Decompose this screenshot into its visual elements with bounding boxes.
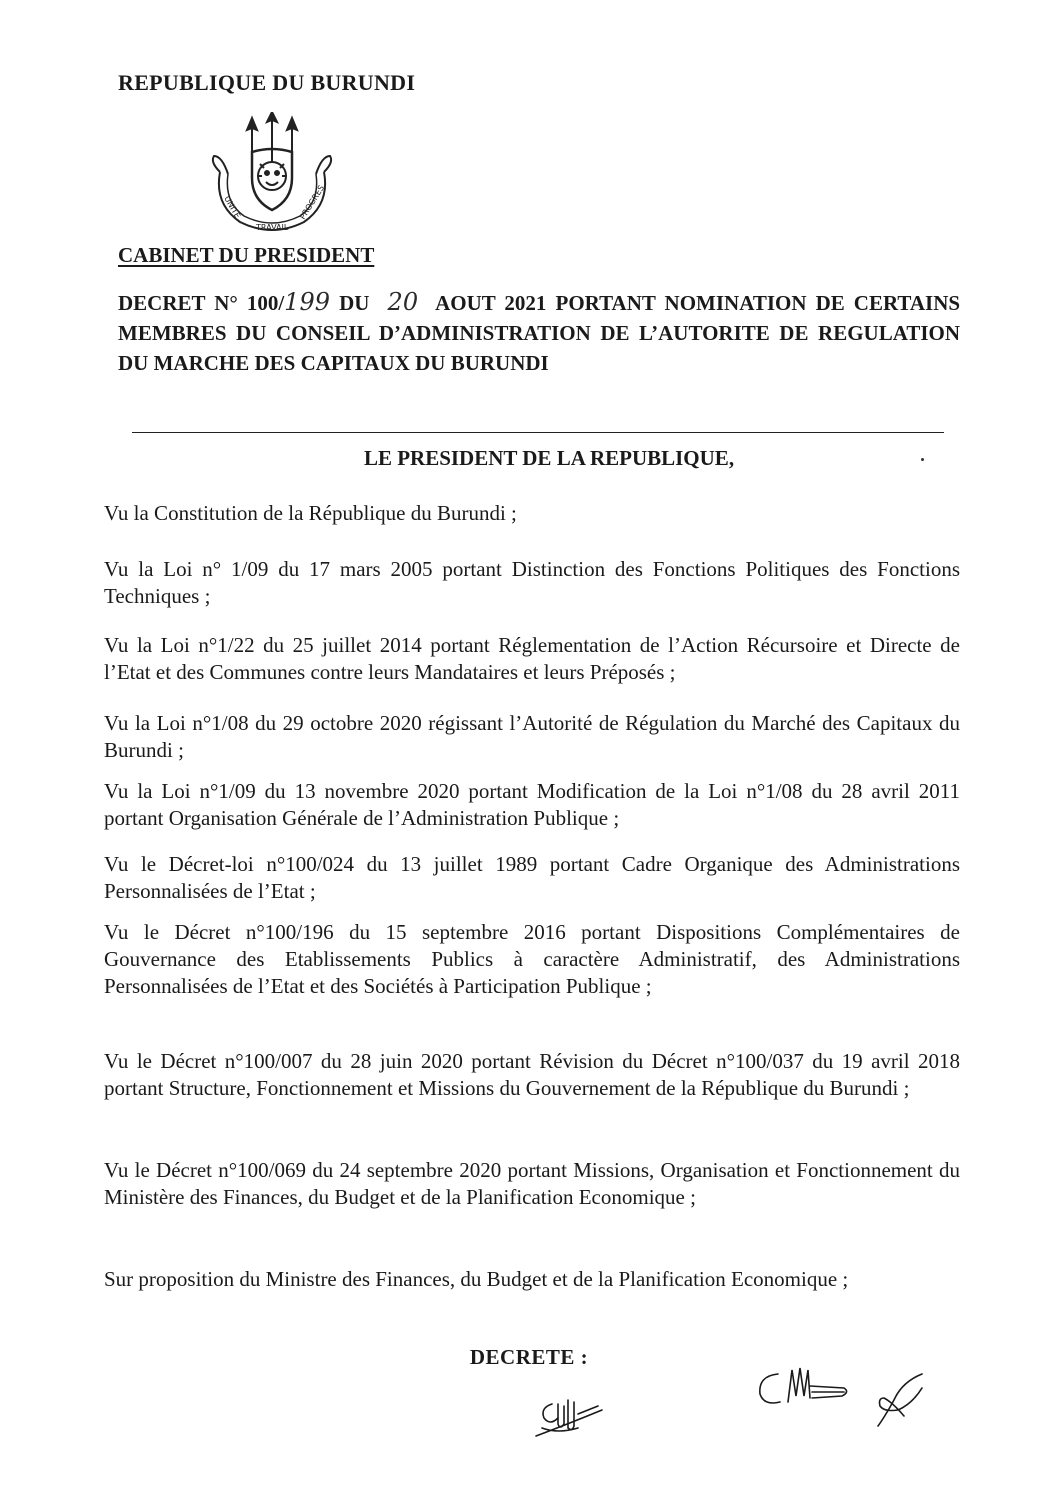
consideration-3: Vu la Loi n°1/22 du 25 juillet 2014 portant Réglementation de l’Action Récursoire et Directe de l’Etat et des Communes contre leurs Mandataires et leurs Préposés ; [104, 633, 960, 684]
consideration-6: Vu le Décret-loi n°100/024 du 13 juillet 1989 portant Cadre Organique des Administrations Personnalisées de l’Etat ; [104, 852, 960, 903]
title-divider [132, 432, 944, 433]
decree-number-handwritten: 199 [284, 288, 330, 316]
country-heading: REPUBLIQUE DU BURUNDI [118, 70, 416, 95]
scan-speck [921, 458, 924, 461]
paraph-signature-icon [752, 1362, 932, 1432]
authority-heading: LE PRESIDENT DE LA REPUBLIQUE, [363, 446, 735, 470]
consideration-4: Vu la Loi n°1/08 du 29 octobre 2020 régissant l’Autorité de Régulation du Marché des Capitaux du Burundi ; [104, 711, 960, 762]
svg-text:PROGRES: PROGRES [298, 183, 327, 222]
consideration-8: Vu le Décret n°100/007 du 28 juin 2020 portant Révision du Décret n°100/037 du 19 avril 2018 portant Structure, Fonctionnement et Missions du Gouvernement de la République du Burundi ; [104, 1049, 960, 1100]
decrete-heading: DECRETE : [469, 1345, 589, 1369]
consideration-2: Vu la Loi n° 1/09 du 17 mars 2005 portant Distinction des Fonctions Politiques des Fonctions Techniques ; [104, 557, 960, 608]
consideration-1: Vu la Constitution de la République du Burundi ; [104, 501, 517, 525]
initial-signature-icon [528, 1384, 608, 1444]
decree-title [118, 287, 960, 378]
svg-text:TRAVAIL: TRAVAIL [256, 223, 289, 232]
burundi-coat-of-arms-icon [200, 112, 360, 242]
consideration-7: Vu le Décret n°100/196 du 15 septembre 2016 portant Dispositions Complémentaires de Gouvernance des Etablissements Publics à caractère Administratif, des Administrations Personnalisées de l’Etat et des Sociétés à Participation Publique ; [104, 920, 960, 998]
decree-day-handwritten: 20 [387, 288, 419, 316]
decree-title-rest: AOUT 2021 PORTANT NOMINATION DE CERTAINS MEMBRES DU CONSEIL D’ADMINISTRATION DE L’AUTORITE DE REGULATION DU MARCHE DES CAPITAUX DU BURUNDI [118, 291, 961, 375]
consideration-9: Vu le Décret n°100/069 du 24 septembre 2020 portant Missions, Organisation et Fonctionnement du Ministère des Finances, du Budget et de la Planification Economique ; [104, 1158, 960, 1209]
decree-title-du: DU [339, 291, 370, 315]
decree-title-prefix: DECRET N° 100/ [118, 291, 285, 315]
consideration-5: Vu la Loi n°1/09 du 13 novembre 2020 portant Modification de la Loi n°1/08 du 28 avril 2011 portant Organisation Générale de l’Administration Publique ; [104, 779, 960, 830]
svg-text:UNITE: UNITE [222, 194, 243, 220]
consideration-10: Sur proposition du Ministre des Finances, du Budget et de la Planification Economique ; [104, 1267, 849, 1291]
cabinet-heading: CABINET DU PRESIDENT [118, 243, 375, 267]
